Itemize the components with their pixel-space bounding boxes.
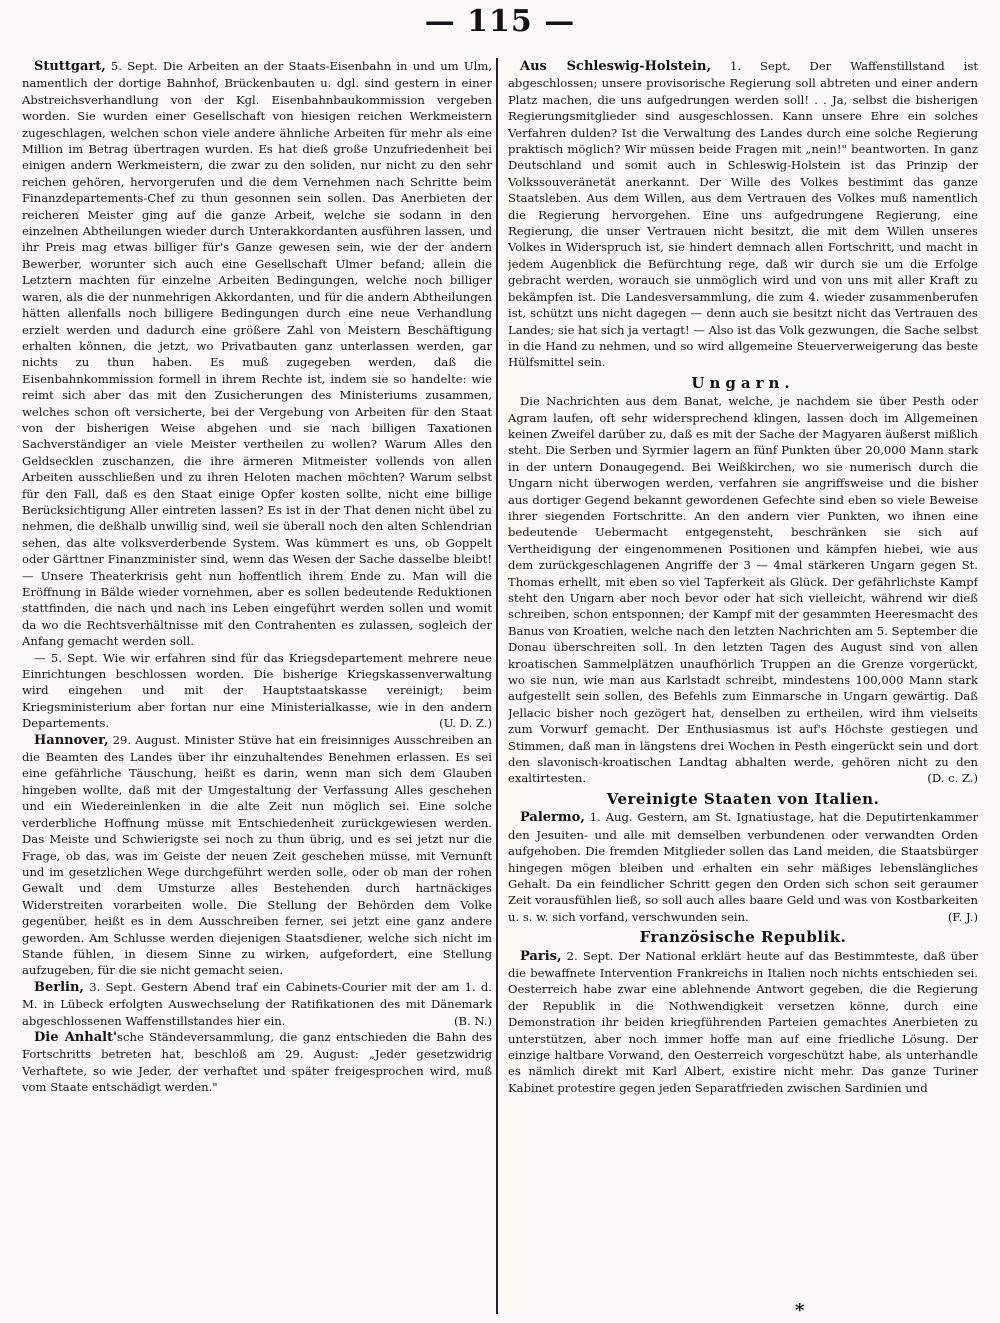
source-tag: (D. c. Z.) [927,771,978,786]
article-text: — 5. Sept. Wie wir erfahren sind für das Kriegsdepartement mehrere neue Einrichtungen beschlossen worden. Die bisherige Kriegskassenverwaltung wird eingehen und mit der Hauptstaatskasse vereinigt; beim Kriegsministerium aber fortan nur eine Ministerialkasse, wie in den andern Departements. [22,650,492,731]
article-ungarn [508,393,978,787]
article-text: 5. Sept. Die Arbeiten an der Staats-Eisenbahn in und um Ulm, namentlich der dortige Bahnhof, Brückenbauten u. dgl. sind gestern in einer Abstreichsverhandlung von der Kgl. Eisenbahnbaukommission vergeben worden. Sie wurden einer Gesellschaft von hiesigen reichen Werkmeistern zugeschlagen, welchen schon viele andere ähnliche Arbeiten für mehr als eine Million im Betrag übertragen wurden. Es hat dieß große Unzufriedenheit bei einigen andern Werkmeistern, die zwar zu den soliden, nur nicht zu den sehr reichen gehören, hervorgerufen und die dem Vernehmen nach Schritte beim Finanzdepartements-Chef zu thun gesonnen sein sollen. Das Anerbieten der reicheren Meister ging auf die ganze Arbeit, welche sie sodann in den einzelnen Abtheilungen wieder durch Unterakkordanten ausführen lassen, und ihr Preis mag etwas billiger für's Ganze gewesen sein, wie der der andern Bewerber, worunter sich auch eine Gesellschaft Ulmer befand; allein die Letztern machten für einzelne Arbeiten Bedingungen, welche noch billiger waren, als die der nunmehrigen Akkordanten, und für die andern Abtheilungen hätten allenfalls noch billigere Bedingungen durch eine neue Verhandlung erzielt werden und dadurch eine größere Zahl von Meistern Beschäftigung erhalten können, die jetzt, wo Privatbauten ganz unterlassen werden, gar nichts zu thun haben. Es muß zugegeben werden, daß die Eisenbahnkommission formell in ihrem Rechte ist, indem sie so handelte: wie reimt sich aber das mit den Zusicherungen des Ministeriums zusammen, welches schon oft versicherte, bei der Vergebung von Arbeiten für den Staat von der bisherigen Weise abgehen und sie nach billigen Taxationen Sachverständiger an viele Meister vertheilen zu wollen? Warum Alles den Geldsecklen zuschanzen, die ihre ärmeren Mitmeister vollends von allen Arbeiten ausschließen und zu ihren Heloten machen möchten? Warum selbst für den Fall, daß es den Staat einige Opfer kosten sollte, nicht eine billige Berücksichtigung Aller eintreten lassen? Es ist in der That denen nicht übel zu nehmen, die deßhalb unwillig sind, weil sie überall noch den alten Schlendrian sehen, das alte volksverderbende System. Was kümmert es uns, ob Goppelt oder Gärttner Finanzminister sind, wenn das Wesen der Sache dasselbe bleibt! — Unsere Theaterkrisis geht nun hoffentlich ihrem Ende zu. Man will die Eröffnung in Bälde wieder vornehmen, aber es sollen bedeutende Reduktionen stattfinden, die nach und nach ins Leben eingeführt werden sollen und womit da wo die Rechtsverhältnisse mit den Contrahenten es zulassen, sogleich der Anfang gemacht werden soll. [22,59,492,649]
article-palermo [508,809,978,925]
source-tag: (U. D. Z.) [439,716,492,731]
column-divider [496,58,498,1314]
left-column [22,58,492,1316]
dateline-berlin: Berlin, [34,979,84,995]
article-text: 29. August. Minister Stüve hat ein freisinniges Ausschreiben an die Beamten des Landes über ihr einzuhaltendes Benehmen erlassen. Es sei eine gefährliche Täuschung, heißt es darin, wenn man sich dem Glauben hingeben wollte, daß mit der Umgestaltung der Verfassung Alles geschehen und ein Wiedereinlenken in die alte Zeit nun möglich sei. Eine solche verderbliche Hoffnung müsse mit Entschiedenheit zurückgewiesen werden. Das Meiste und Schwierigste sei noch zu thun übrig, und es sei jetzt nur die Frage, ob das, was im Geiste der neuen Zeit geschehen müsse, mit Vernunft und im gesetzlichen Wege durchgeführt werden solle, oder ob man der rohen Gewalt und dem Umsturze alles Bestehenden durch hartnäckiges Widerstreiten vorarbeiten wolle. Die Stellung der Behörden dem Volke gegenüber, heißt es in dem Ausschreiben ferner, sei jetzt eine ganz andere geworden. Am Schlusse werden diejenigen Staatsdiener, welche sich nicht im Stande fühlen, in diesem Sinne zu wirken, aufgefordert, eine Stellung aufzugeben, für die sie nicht gemacht seien. [22,732,492,978]
section-heading-ungarn: Ungarn. [691,373,795,392]
dateline-schleswig: Aus Schleswig-Holstein, [520,59,711,74]
article-text: Die Nachrichten aus dem Banat, welche, je nachdem sie über Pesth oder Agram laufen, oft sehr widersprechend klingen, lassen doch im Allgemeinen keinen Zweifel darüber zu, daß es mit der Sache der Magyaren äußerst mißlich steht. Die Serben und Syrmier lagern an fünf Punkten über 20,000 Mann stark in der untern Donaugegend. Bei Weißkirchen, wo sie numerisch durch die Ungarn nicht überwogen werden, verfahren sie angriffsweise und die bisher aus dortiger Gegend bekannt gewordenen Gefechte sind eben so viele Beweise ihrer siegenden Fortschritte. An den andern vier Punkten, wo ihnen eine bedeutende Uebermacht entgegensteht, beschränken sie sich auf Vertheidigung der eingenommenen Positionen und kämpfen hiebei, wie aus dem zurückgeschlagenen Angriffe der 3 — 4mal stärkeren Ungarn gegen St. Thomas erhellt, mit eben so viel Tapferkeit als Glück. Der gefährlichste Kampf steht den Ungarn aber noch bevor oder hat sich vielleicht, während wir dieß schreiben, schon entsponnen; der Kampf mit der gesammten Heeresmacht des Banus von Kroatien, welche nach den letzten Nachrichten am 5. September die Donau überschreiten soll. In den letzten Tagen des August sind von allen kroatischen Sammelplätzen unaufhörlich Truppen an die Grenze vorgerückt, wo sie nun, wie man aus Karlstadt schreibt, mindestens 100,000 Mann stark aufgestellt sein sollen, des Befehls zum Einmarsche in Ungarn gewärtig. Daß Jellacic bisher noch gezögert hat, denselben zu ertheilen, wird ihm vielseits zum Vorwurf gemacht. Der Enthusiasmus ist auf's Höchste gestiegen und Stimmen, daß man in längstens drei Wochen in Pesth eingerückt sein und dort den slavonisch-kroatischen Landtag abhalten werde, gehören nicht zu den exaltirtesten. [508,394,978,786]
dateline-paris: Paris, [520,948,562,964]
article-berlin [22,979,492,1029]
page-number: — 115 — [424,4,576,39]
article-stuttgart [22,58,492,650]
source-tag: (F. J.) [947,909,978,924]
article-text: sche Ständeversammlung, die ganz entschieden die Bahn des Fortschritts betreten hat, beschloß am 29. August: „Jeder gesetzwidrig Verhaftete, so wie Jeder, der verhaftet und später freigesprochen wird, muß vom Staate entschädigt werden." [22,1029,492,1095]
article-hannover [22,732,492,979]
article-anhalt [22,1029,492,1096]
dateline-stuttgart: Stuttgart, [34,59,106,74]
article-text: 1. Sept. Der Waffenstillstand ist abgeschlossen; unsere provisorische Regierung soll abtreten und einer andern Platz machen, die uns aufgedrungen werden soll! . . Ja, selbst die bisherigen Regierungsmitglieder sind ausgeschlossen. Kann unsere Ehre ein solches Verfahren dulden? Ist die Verwaltung des Landes durch eine solche Regierung praktisch möglich? Wir müssen beide Fragen mit „nein!" beantworten. In ganz Deutschland und somit auch in Schleswig-Holstein ist das Prinzip der Volkssouveränetät anerkannt. Der Wille des Volkes bestimmt das ganze Staatsleben. Aus dem Willen, aus dem Vertrauen des Volkes muß namentlich die Regierung hervorgehen. Eine uns aufgedrungene Regierung, eine Regierung, die unser Vertrauen nicht besitzt, die mit dem Willen unseres Volkes in Widerspruch ist, sie hindert demnach allen Fortschritt, und macht in jedem Augenblick die Befürchtung rege, daß wir durch sie um die Erfolge gebracht werden, worauch sie unmöglich wird und von uns mit aller Kraft zu bekämpfen ist. Die Landesversammlung, die zum 4. wieder zusammenberufen ist, schützt uns nicht dagegen — denn auch sie besitzt nicht das Vertrauen des Landes; sie hat sich ja vertagt! — Also ist das Volk gezwungen, die Sache selbst in die Hand zu nehmen, und so wird allgemeine Steuerverweigerung das beste Hülfsmittel sein. [508,59,978,370]
dateline-palermo: Palermo, [520,810,585,826]
article-text: 2. Sept. Der National erklärt heute auf das Bestimmteste, daß über die bewaffnete Intervention Frankreichs in Italien noch nichts entschieden sei. Oesterreich habe zwar eine ablehnende Antwort gegeben, die die Regierung der Republik in die Nothwendigkeit versetzen könne, durch eine Demonstration ihr beiden kriegführenden Parteien gemachtes Anerbieten zu unterstützen, aber noch immer hoffe man auf eine friedliche Lösung. Der einzige haltbare Vorwand, den Oesterreich vorgeschützt habe, als unterhandle es nämlich direkt mit Karl Albert, existire nicht mehr. Das ganze Turiner Kabinet protestire gegen jeden Separatfrieden zwischen Sardinien und [508,948,978,1095]
source-tag: (B. N.) [453,1013,492,1028]
article-text: 1. Aug. Gestern, am St. Ignatiustage, hat die Deputirtenkammer den Jesuiten- und alle mit demselben verbundenen oder verwandten Orden aufgehoben. Die fremden Mitglieder sollen das Land meiden, die Staatsbürger hingegen mögen bleiben und erhalten ein sehr mäßiges lebenslängliches Gehalt. Da ein feindlicher Schritt gegen den Orden sich schon seit geraumer Zeit vorausfühlen ließ, so soll auch alles baare Geld und was von Kostbarkeiten u. s. w. sich vorfand, verschwunden sein. [508,810,978,924]
right-column [508,58,978,1316]
article-paris [508,948,978,1097]
dateline-anhalt: Die Anhalt' [34,1029,118,1045]
footer-mark: * [795,1300,805,1321]
article-stuttgart-2 [22,650,492,732]
article-text: 3. Sept. Gestern Abend traf ein Cabinets-Courier mit der am 1. d. M. in Lübeck erfolgten Auswechselung der Ratifikationen des mit Dänemark abgeschlossenen Waffenstillstandes hier ein. [22,979,492,1028]
article-schleswig [508,58,978,371]
dateline-hannover: Hannover, [34,732,109,748]
section-heading-frankreich: Französische Republik. [639,928,847,947]
section-heading-italien: Vereinigte Staaten von Italien. [606,789,880,808]
